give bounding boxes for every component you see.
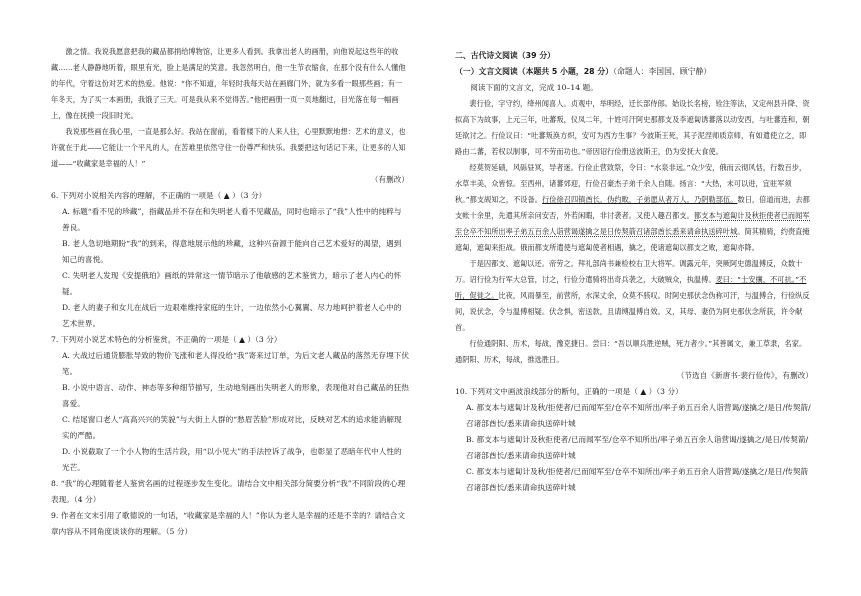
story-paragraph-2: 我说那些画在我心里，一直是那么好。我站在窗前，看着楼下的人来人往，心里默默地想：艺术的意义，也许就在于此——它能让一个平凡的人，在苦难里依然守住一份尊严和快乐。我要把这句话记下来，让更多的人知道——“收藏家是幸福的人！”	[51, 127, 406, 168]
passage-2-underlined: 行俭徐召四镇酋长，伪约畋，子弟愿从者万人，乃阴勒部伍。	[542, 195, 738, 204]
story-source: （有删改）	[370, 175, 409, 184]
question-7-option-c: C. 结尾窗口老人“高高兴兴的笑貌”与大街上人群的“愁眉苦脸”形成对比，反映对艺术的追求能消解现实的严酷。	[62, 415, 402, 440]
question-10-option-b: B. 都支本与遮匐计及秋拒使者/已而闻军至/仓卒不知所出/率子弟五百余人诣营谒/遂擒之/是日/传契箭/召诸部酋长/悉来请命执送碎叶城	[466, 435, 809, 460]
question-6-option-b: B. 老人急切地期盼“我”的到来，得意地展示他的珍藏，这种兴奋源于能向自己艺术爱好的渴望，遇到知己的喜悦。	[62, 239, 402, 264]
reading-instruction: 阅读下面的文言文，完成 10–14 题。	[470, 83, 598, 92]
passage-paragraph-1: 裴行俭，字守约，绛州闻喜人。贞观中，举明经，迁长部侍郎。始设长名榜，铨注等法，又定州县升降、资拟高下为故事，上元三年，吐蕃叛，仪凤二年，十姓可汗阿史那都支及李遮匐诱蕃落以动安西，与吐蕃连和，朝廷欲讨之。行俭议曰：“吐蕃叛涣方炽，安可为西方生事？今波斯王死，其子泥涅师质京师，有如遣使立之，即路由二蕃，若权以制事，可不劳而功也。”帝因诏行俭册送波斯王，仍为安抚大食使。	[455, 99, 810, 156]
sub-section-title	[455, 64, 813, 80]
right-column	[455, 48, 813, 496]
question-6-option-d: D. 老人的妻子和女儿在战后一边艰难维持家庭的生计，一边依然小心翼翼、尽力地呵护着老人心中的艺术世界。	[62, 303, 402, 328]
passage-2-text: 经莫贺延碛，风砾昼冥，导者迷。行俭止营致祭，令曰：“水泉非远。”众少安，俄而云彻风恬，行数百步，水草丰美，众皆惊。至西州，诸蕃郊迎，行俭召豪杰子弟千余人自随。扬言：“大热，未可以进，宜驻军须秋。”都支觇知之，不设备。	[455, 163, 807, 204]
passage-paragraph-3	[455, 256, 813, 336]
question-7-option-b: B. 小说中语言、动作、神态等多种细节描写，生动地刻画出失明老人的形象，表现他对自己藏品的狂热喜爱。	[62, 383, 409, 408]
question-10-option-a: A. 都支本与遮匐计及秋/拒使者/已而闻军至/仓卒不知所出/率子弟五百余人诣营谒/遂擒之/是日/传契箭/召诸部酋长/悉来请命执送碎叶城	[466, 403, 811, 428]
question-10: 10. 下列对文中画波浪线部分的断句，正确的一项是（ ▲ ）（3 分）	[455, 387, 683, 396]
passage-2-text-b: 数日，倍道而进，去都支帐十余里，先遣其所亲问安否，外若闲暇，非讨袭者。又使人趣召都支。	[455, 195, 810, 220]
passage-4-text: 于是囚都支、遮匐以还。帝劳之。拜礼部尚书兼检校右卫大将军。调露元年，突厥阿史德温傅反，众数十万。诏行俭为行军大总管，讨之，行俭分遣骑将出奇兵袭之，大破贼众，执温傅。	[455, 259, 803, 284]
question-9: 9. 作者在文末引用了歌德说的一句话，“收藏家是幸福的人！”你认为老人是幸福的还是不幸的？请结合文章内容从不同角度谈谈你的理解。（5 分）	[51, 511, 405, 536]
question-7-option-a: A. 大战过后通货膨胀导致的物价飞涨和老人得没给“我”寄来过订单，为后文老人藏品的落然无存埋下伏笔。	[62, 351, 410, 376]
passage-4-underlined: 麦曰：“士安攘，不可抗。”不听，促徙之。	[455, 275, 807, 300]
question-6: 6. 下列对小说相关内容的理解，不正确的一项是（ ▲ ）（3 分）	[51, 191, 267, 200]
question-7-option-d: D. 小说截取了一个小人物的生活片段，用“以小见大”的手法控诉了战争，也彰显了恶暗年代中人性的光芒。	[62, 447, 402, 472]
question-6-option-a: A. 标题“看不见的珍藏”，指藏品并不存在和失明老人看不见藏品，同时也暗示了“我”人性中的纯粹与善良。	[62, 207, 402, 232]
passage-source: （节选自《新唐书·裴行俭传》，有删改）	[676, 371, 813, 380]
passage-4-text-b: 比夜，风雨暴至，前营所，水深丈余，众莫不骇叹。时阿史那伏念伪称可汗，与温傅合，行俭纵反间，说伏念，令与温傅相疑。伏念惧，密送款，且请缚温傅自效。又，其母、妻仍为阿史那伏念所获，许令献首。	[455, 291, 810, 332]
passage-wavy-sentence: 都支本与遮匐计及秋拒使者已而闻军至仓卒不知所出率子弟五百余人诣营谒遂擒之是日传契箭召诸部酋长悉来请命执送碎叶城	[455, 211, 810, 236]
sub-section-authors: （命题人：李国国、顾宁静）	[613, 67, 712, 76]
passage-3-text: 。简其精骑，约赍直掩遮匐，遮匐来拒战。俄而都支所遣使与遮匐使者相遇，擒之，使诸遮匐以都支之败，遮匐亦降。	[455, 227, 810, 252]
left-column	[51, 44, 409, 540]
question-7: 7. 下列对小说艺术特色的分析鉴赏，不正确的一项是（ ▲ ）（3 分）	[51, 335, 282, 344]
question-8: 8. “我”的心理随着老人鉴赏名画的过程逐步发生变化。请结合文中相关部分简要分析“我”不同阶段的心理表现。（4 分）	[51, 479, 406, 504]
passage-paragraph-2	[455, 160, 813, 256]
passage-paragraph-4: 行俭通阴阳、历术，每战，豫克捷日。尝曰：“吾以顺兵胜逆贼，死力者少。”其善属文，兼工草隶，名家。通阴阳、历术，每战，推选胜日。	[455, 339, 807, 364]
sub-section-heading: （一）文言文阅读（本题共 5 小题，28 分）	[455, 67, 614, 76]
section-title: 二、古代诗文阅读（39 分）	[455, 51, 556, 60]
question-6-option-c: C. 失明老人发现《安提俄珀》画纸的异常这一情节暗示了他敏感的艺术鉴赏力，暗示了老人内心的怀疑。	[62, 271, 402, 296]
story-paragraph-1: 激之情。我说我愿意把我的藏品都捐给博物馆，让更多人看到。我拿出老人的画册，向他说起这些年的收藏……老人静静地听着，眼里有光，脸上是满足的笑意。我忽然明白，他一生节衣缩食，在那个没有什么人懂他的年代，守着这份对艺术的热爱。他说：“你不知道，年轻时我每天站在画廊门外，就为多看一眼那些画；有一年冬天，为了买一本画册，我饿了三天。可是我从来不觉得苦。”他把画册一页一页地翻过，目光落在每一幅画上，像在抚摸一段旧时光。	[51, 47, 406, 120]
question-10-option-c: C. 都支本与遮匐计及秋/拒使者/已而闻军至/仓卒不知所出/率子弟五百余人诣营谒/遂擒之/是日/传契箭召诸部酋长/悉来请命执送碎叶城	[466, 467, 809, 492]
